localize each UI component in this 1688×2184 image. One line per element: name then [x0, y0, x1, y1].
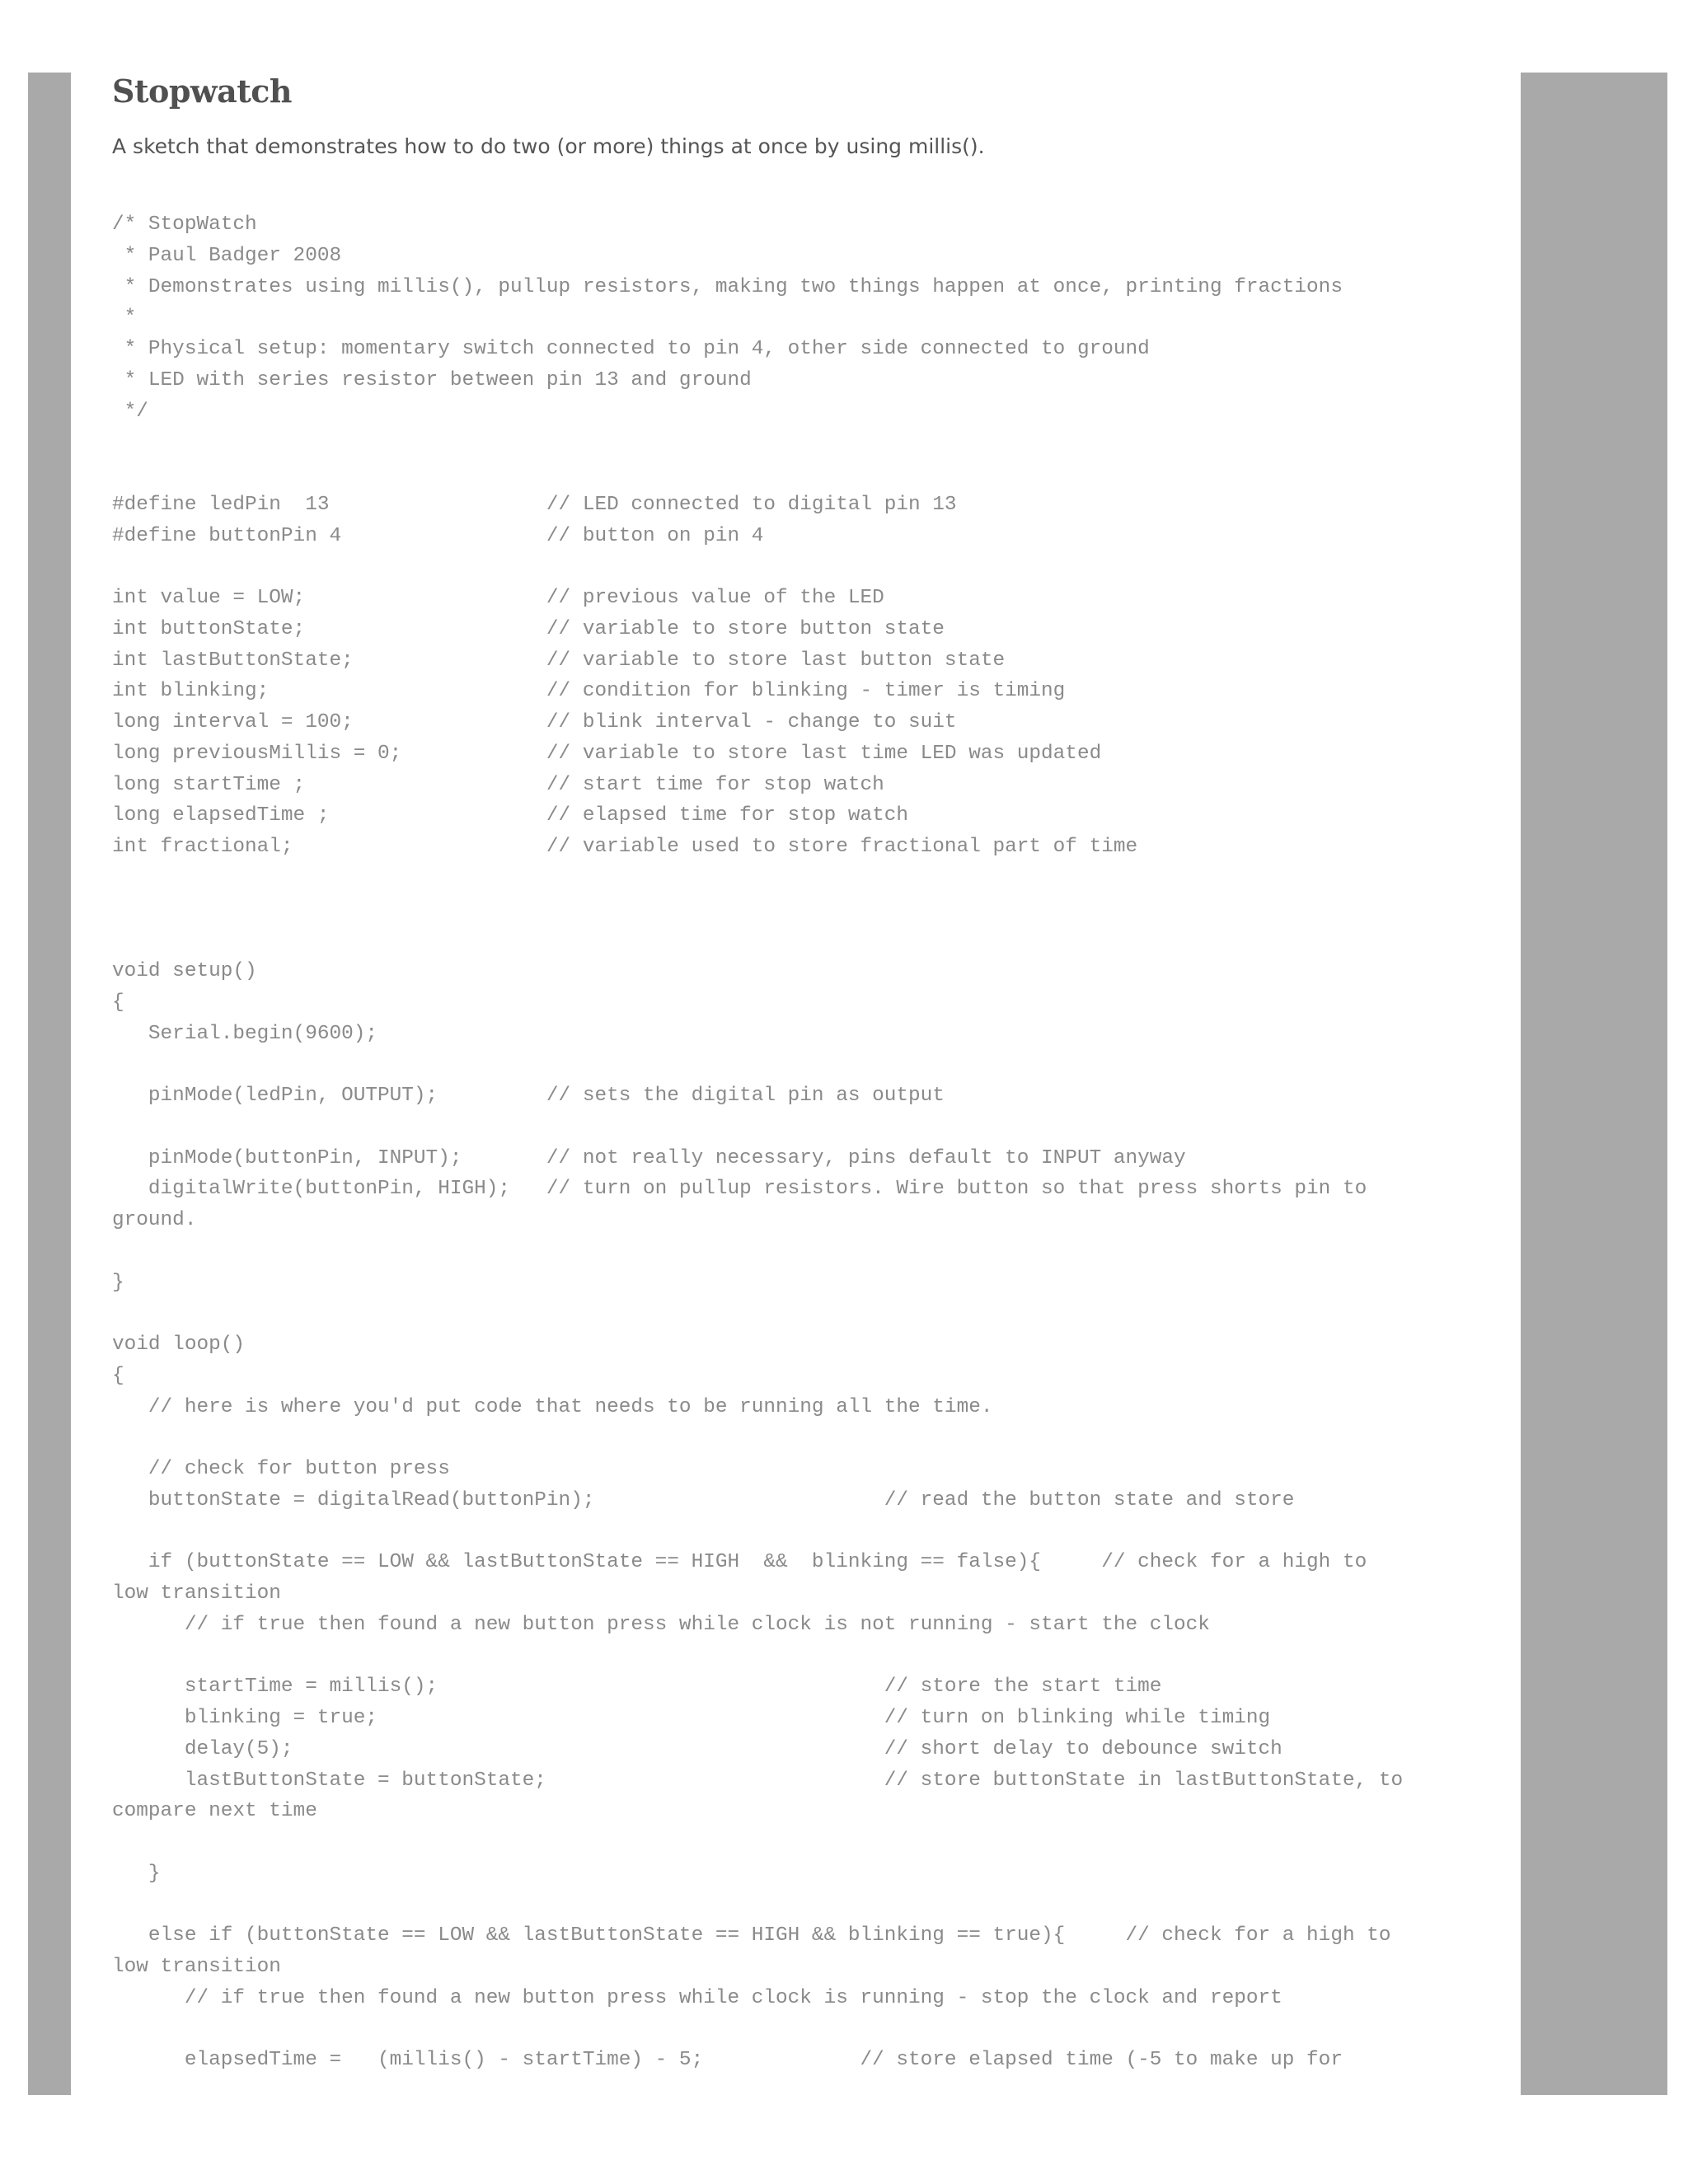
page-title: Stopwatch [112, 73, 293, 110]
document-page [71, 73, 1521, 2095]
code-block: /* StopWatch * Paul Badger 2008 * Demonstrates using millis(), pullup resistors, making two things happen at once, printing fractions * * Physical setup: momentary switch connected to pin 4, other side connected to ground * LED with series resistor between pin 13 and ground */ #define ledPin 13 // LED connected to digital pin 13 #define buttonPin 4 // button on pin 4 int value = LOW; // previous value of the LED int buttonState; // variable to store button state int lastButtonState; // variable to store last button state int blinking; // condition for blinking - timer is timing long interval = 100; // blink interval - change to suit long previousMillis = 0; // variable to store last time LED was updated long startTime ; // start time for stop watch long elapsedTime ; // elapsed time for stop watch int fractional; // variable used to store fractional part of time void setup() { Serial.begin(9600); pinMode(ledPin, OUTPUT); // sets the digital pin as output pinMode(buttonPin, INPUT); // not really necessary, pins default to INPUT anyway digitalWrite(buttonPin, HIGH); // turn on pullup resistors. Wire button so that press shorts pin to ground. } void loop() { // here is where you'd put code that needs to be running all the time. // check for button press buttonState = digitalRead(buttonPin); // read the button state and store if (buttonState == LOW && lastButtonState == HIGH && blinking == false){ // check for a high to low transition // if true then found a new button press while clock is not running - start the clock startTime = millis(); // store the start time blinking = true; // turn on blinking while timing delay(5); // short delay to debounce switch lastButtonState = buttonState; // store buttonState in lastButtonState, to compare next time } else if (buttonState == LOW && lastButtonState == HIGH && blinking == true){ // check for a high to low transition // if true then found a new button press while clock is running - stop the clock and report elapsedTime = (millis() - startTime) - 5; // store elapsed time (-5 to make up for [112, 213, 1404, 2072]
page-subtitle: A sketch that demonstrates how to do two (or more) things at once by using millis(). [112, 134, 985, 158]
left-side-bar [28, 73, 71, 2095]
right-side-bar [1521, 73, 1667, 2095]
